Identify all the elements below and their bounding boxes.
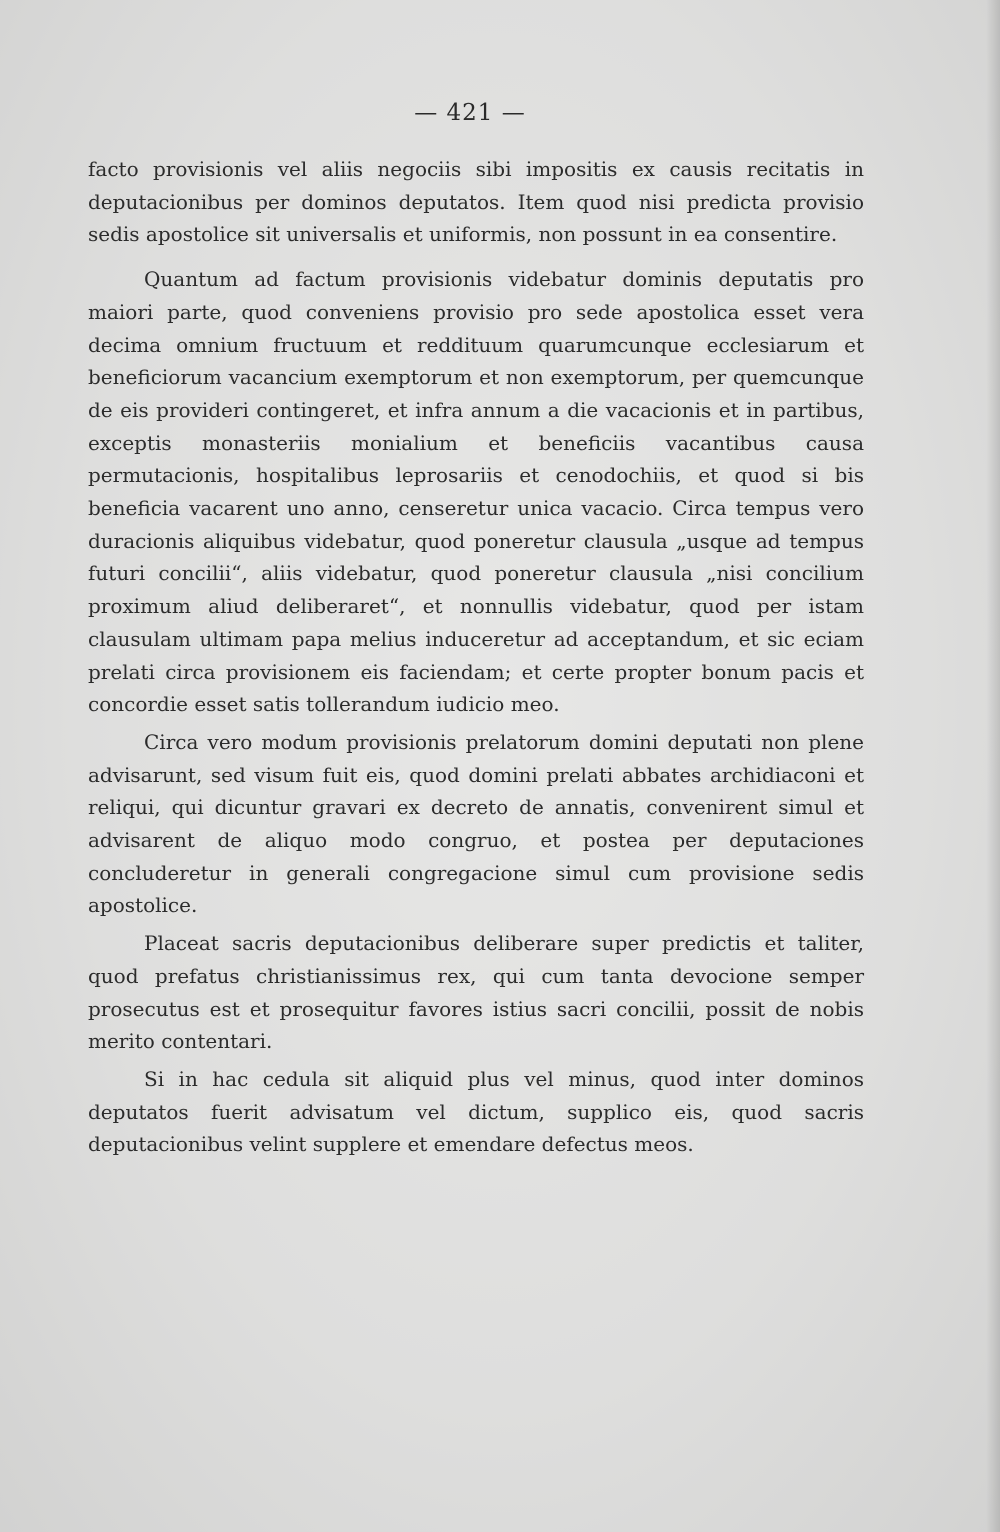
paragraph-3: Circa vero modum provisionis prelatorum domini deputati non plene advisarunt, sed visum fuit eis, quod domini prelati abbates archidiaconi et reliqui, qui dicuntur gravari ex decreto de annatis, convenirent simul et advisarent de aliquo modo congruo, et postea per deputaciones concluderetur in generali congregacione simul cum provisione sedis apostolice. [88,729,864,918]
paragraph-5: Si in hac cedula sit aliquid plus vel minus, quod inter dominos deputatos fuerit advisatum vel dictum, supplico eis, quod sacris deputacionibus velint supplere et emendare defectus meos. [88,1066,864,1157]
paragraph-1: facto provisionis vel aliis negociis sibi impositis ex causis recitatis in deputacionibus per dominos deputatos. Item quod nisi predicta provisio sedis apostolice sit universalis et uniformis, non possunt in ea consentire. [88,157,864,247]
paragraph-4: Placeat sacris deputacionibus deliberare super predictis et taliter, quod prefatus christianissimus rex, qui cum tanta devocione semper prosecutus est et prosequitur favores istius sacri concilii, possit de nobis merito contentari. [88,931,864,1054]
paragraph-2: Quantum ad factum provisionis videbatur dominis deputatis pro maiori parte, quod conveniens provisio pro sede apostolica esset vera decima omnium fructuum et reddituum quarumcunque ecclesiarum et beneficiorum vacancium exemptorum et non exemptorum, per quemcunque de eis provideri contingeret, et infra annum a die vacacionis et in partibus, exceptis monasteriis monialium et beneficiis vacantibus causa permutacionis, hospitalibus leprosariis et cenodochiis, et quod si bis beneficia vacarent uno anno, censeretur unica vacacio. Circa tempus vero duracionis aliquibus videbatur, quod poneretur clausula „usque ad tempus futuri concilii“, aliis videbatur, quod poneretur clausula „nisi concilium proximum aliud deliberaret“, et nonnullis videbatur, quod per istam clausulam ultimam papa melius induceretur ad acceptandum, et sic eciam prelati circa provisionem eis faciendam; et certe propter bonum pacis et concordie esset satis tollerandum iudicio meo. [88,267,864,717]
body-text [88,153,864,1166]
page-number: — 421 — [414,100,526,126]
